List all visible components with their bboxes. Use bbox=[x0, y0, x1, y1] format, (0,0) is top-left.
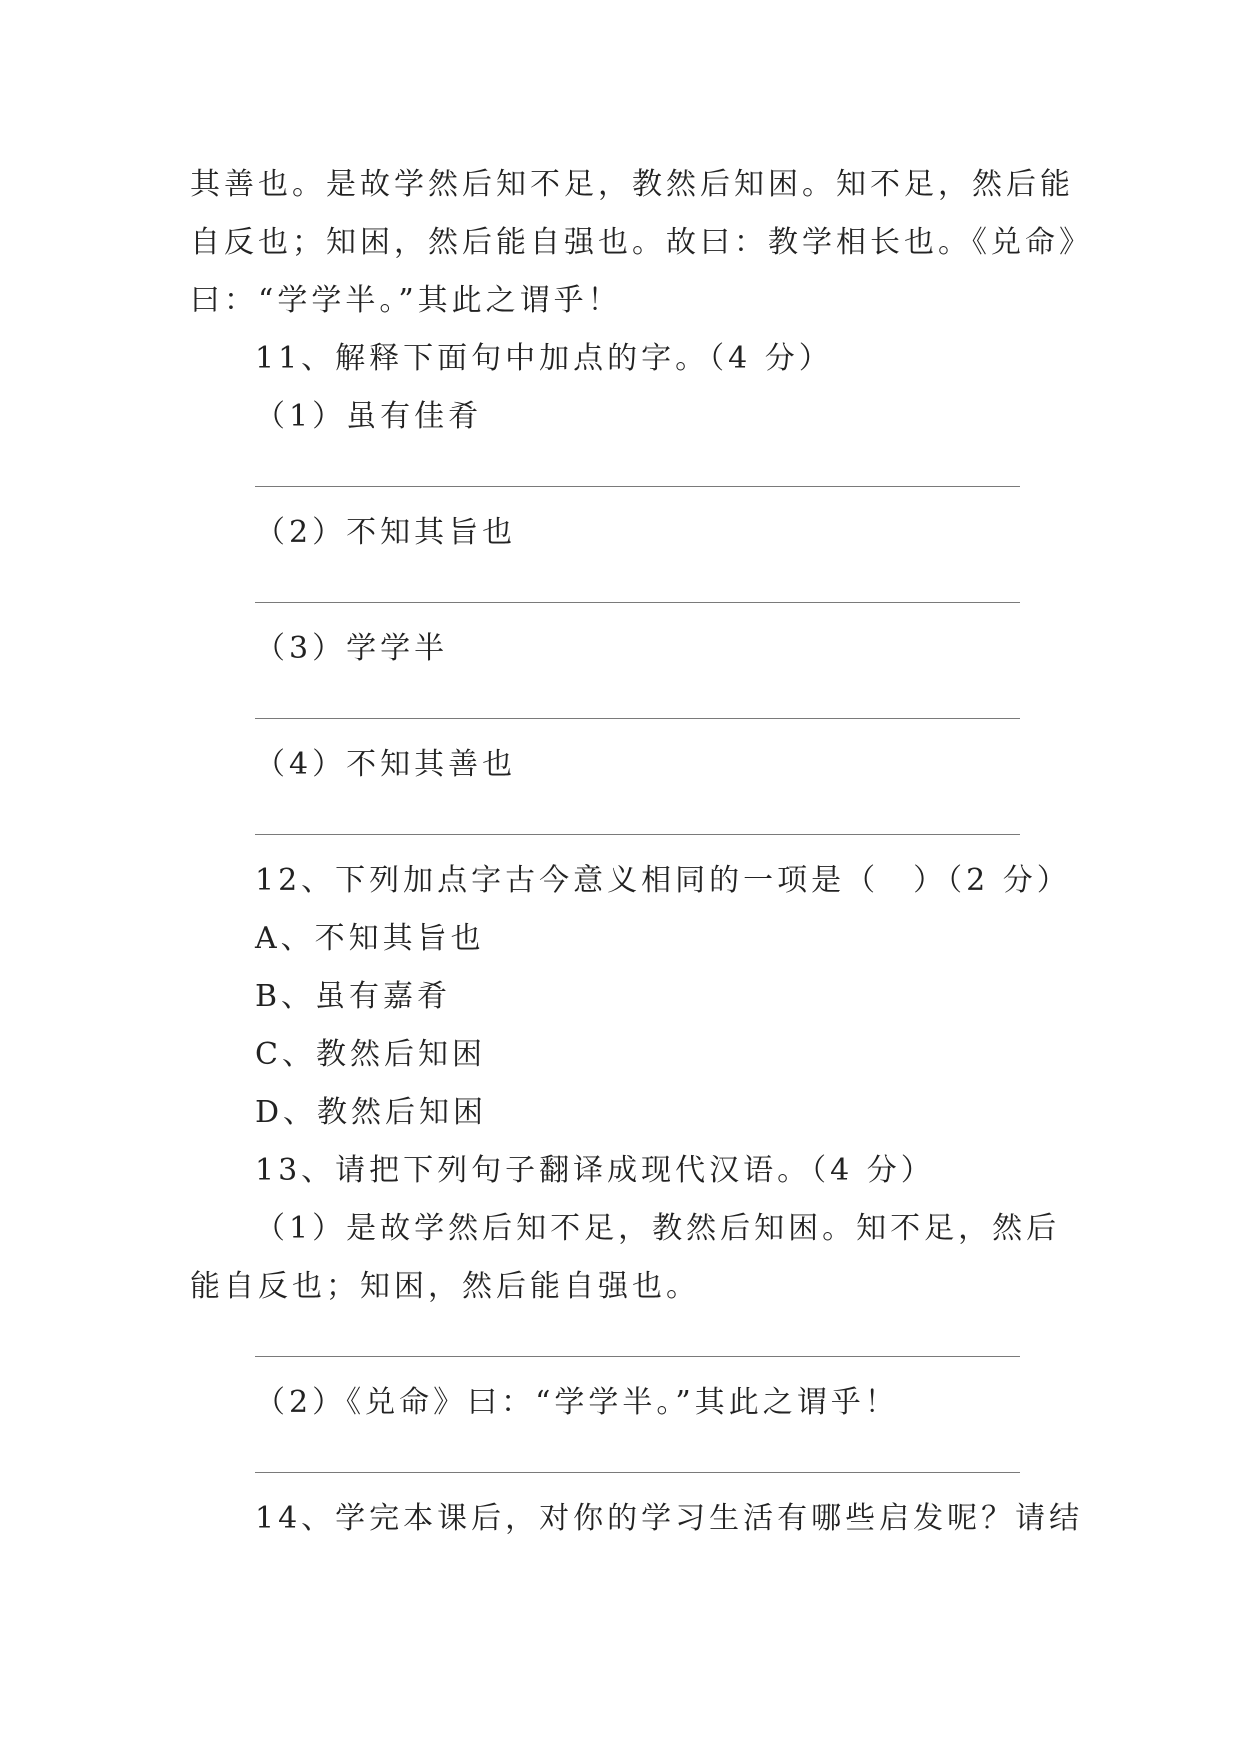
question-12-option-a: A、不知其旨也 bbox=[255, 921, 485, 956]
question-12-option-d: D、教然后知困 bbox=[255, 1095, 488, 1130]
question-11-item-1: （1）虽有佳肴 bbox=[255, 399, 483, 434]
question-13-item-1-line-1: （1）是故学然后知不足，教然后知困。知不足，然后 bbox=[255, 1211, 1061, 1246]
answer-line-11-4[interactable] bbox=[255, 834, 1020, 835]
question-13-title: 13、请把下列句子翻译成现代汉语。（4 分） bbox=[255, 1153, 935, 1188]
answer-line-11-3[interactable] bbox=[255, 718, 1020, 719]
question-14-title: 14、学完本课后，对你的学习生活有哪些启发呢？请结 bbox=[255, 1501, 1084, 1536]
answer-line-13-2[interactable] bbox=[255, 1472, 1020, 1473]
question-13-item-1-line-2: 能自反也；知困，然后能自强也。 bbox=[190, 1269, 700, 1304]
question-11-item-3: （3）学学半 bbox=[255, 631, 449, 666]
question-11-item-4: （4）不知其善也 bbox=[255, 747, 517, 782]
question-12-option-b: B、虽有嘉肴 bbox=[255, 979, 452, 1014]
question-11-title: 11、解释下面句中加点的字。（4 分） bbox=[255, 341, 833, 376]
question-11-item-2: （2）不知其旨也 bbox=[255, 515, 517, 550]
answer-line-13-1[interactable] bbox=[255, 1356, 1020, 1357]
question-12-option-c: C、教然后知困 bbox=[255, 1037, 486, 1072]
passage-line-2: 自反也；知困，然后能自强也。故曰：教学相长也。《兑命》 bbox=[190, 225, 1093, 260]
answer-line-11-1[interactable] bbox=[255, 486, 1020, 487]
passage-line-3: 曰：“学学半。”其此之谓乎！ bbox=[190, 283, 622, 318]
question-12-title: 12、下列加点字古今意义相同的一项是（ ）（2 分） bbox=[255, 863, 1071, 898]
passage-line-1: 其善也。是故学然后知不足，教然后知困。知不足，然后能 bbox=[190, 167, 1074, 202]
question-13-item-2: （2）《兑命》曰：“学学半。”其此之谓乎！ bbox=[255, 1385, 899, 1420]
answer-line-11-2[interactable] bbox=[255, 602, 1020, 603]
